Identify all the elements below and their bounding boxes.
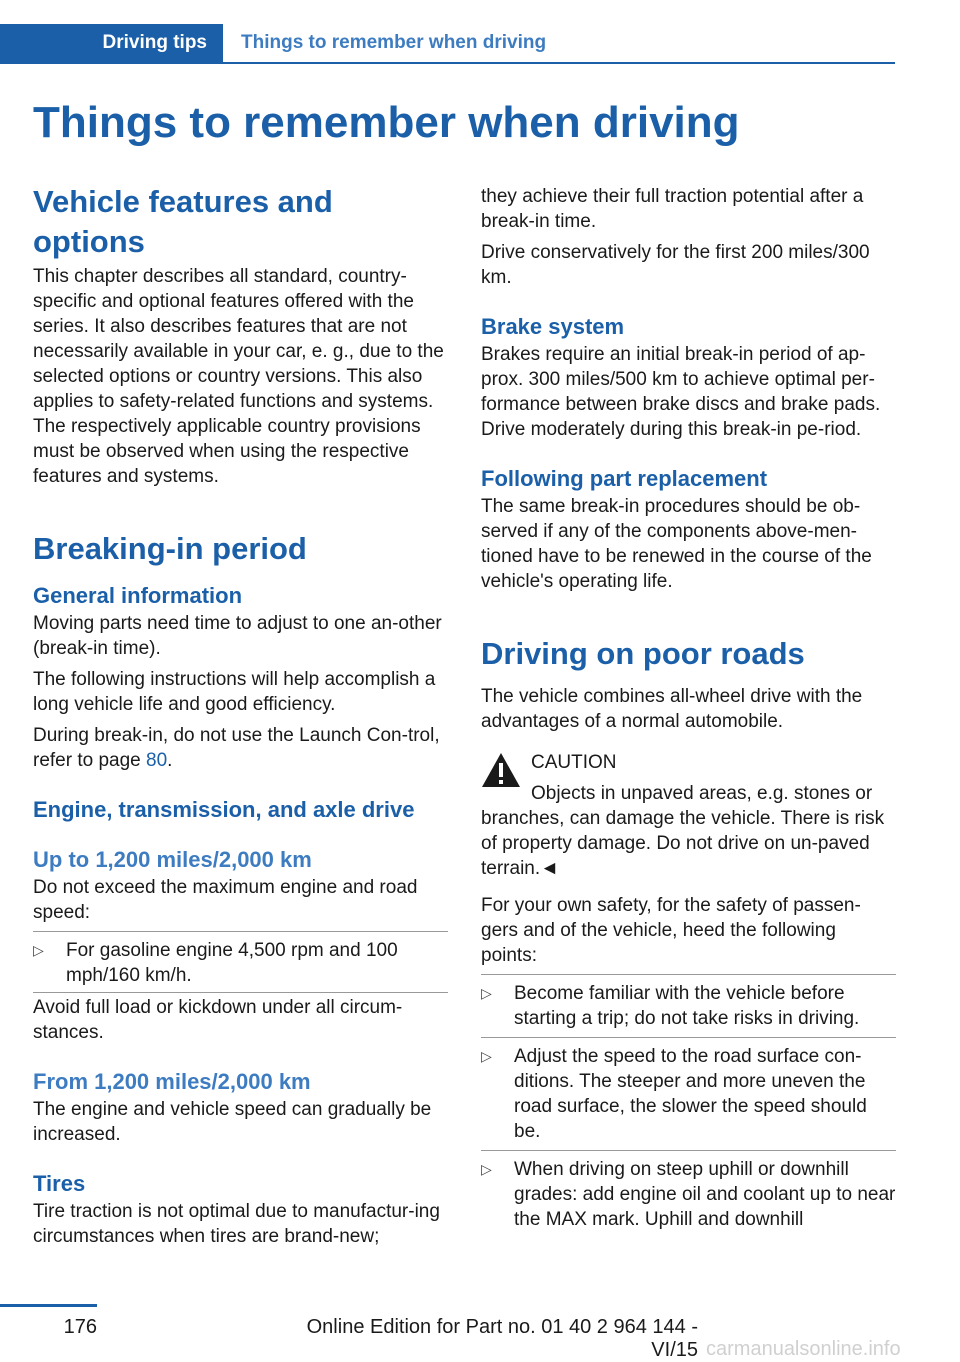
general-info-p1: Moving parts need time to adjust to one an-other (break-in time). (33, 613, 442, 659)
from-heading: From 1,200 miles/2,000 km (33, 1069, 311, 1094)
period-text: . (167, 750, 173, 771)
list-item (481, 1044, 896, 1144)
list-item (481, 1157, 896, 1232)
list-item-text: For gasoline engine 4,500 rpm and 100 mph/160 km/h. (66, 940, 398, 986)
engine-heading: Engine, transmission, and axle drive (33, 797, 415, 822)
list-item (33, 938, 448, 988)
up-to-heading: Up to 1,200 miles/2,000 km (33, 847, 312, 872)
divider (481, 1037, 896, 1038)
page-number: 176 (63, 1316, 97, 1338)
safety-intro: For your own safety, for the safety of passen-gers and of the vehicle, heed the following points: (481, 895, 861, 966)
page-header (0, 24, 895, 64)
from-body: The engine and vehicle speed can gradually be increased. (33, 1099, 432, 1145)
bullet-triangle-icon: ▷ (33, 942, 44, 958)
left-column (33, 182, 448, 1249)
caution-body: branches, can damage the vehicle. There is risk of property damage. Do not drive on un-paved terrain.◄ (481, 808, 885, 879)
drive-conservatively: Drive conservatively for the first 200 miles/300 km. (481, 242, 870, 288)
bullet-triangle-icon: ▷ (481, 985, 492, 1001)
list-item (481, 981, 896, 1031)
general-info-p3 (33, 723, 448, 773)
vehicle-features-body: This chapter describes all standard, country-specific and optional features offered with the series. It also describes features that are not necessarily available in your car, e. g., due to the selected options or country versions. This also applies to safety-related functions and systems. The respectively applicable country provisions must be observed when using the respective features and systems. (33, 266, 444, 487)
tires-heading: Tires (33, 1171, 86, 1196)
bullet-triangle-icon: ▷ (481, 1048, 492, 1064)
list-item-text: Adjust the speed to the road surface con-ditions. The steeper and more uneven the road surface, the slower the speed should be. (514, 1046, 867, 1142)
caution-first-line: Objects in unpaved areas, e.g. stones or (531, 783, 873, 804)
list-item-text: When driving on steep uphill or downhill grades: add engine oil and coolant up to near the MAX mark. Uphill and downhill (514, 1159, 896, 1230)
brake-body: Brakes require an initial break-in period of ap-prox. 300 miles/500 km to achieve optimal per-formance between brake discs and brake pads. Drive moderately during this break-in pe-riod. (481, 344, 881, 440)
caution-box (481, 750, 896, 881)
divider (33, 931, 448, 932)
footer-accent-line (0, 1304, 97, 1307)
header-chapter-tab[interactable]: Things to remember when driving (241, 32, 547, 53)
vehicle-features-heading: Vehicle features and options (33, 184, 333, 259)
poor-roads-body: The vehicle combines all-wheel drive with the advantages of a normal automobile. (481, 686, 863, 732)
tires-body: Tire traction is not optimal due to manufactur-ing circumstances when tires are brand-new; (33, 1201, 440, 1247)
breaking-in-heading: Breaking-in period (33, 531, 307, 566)
header-section-tab[interactable]: Driving tips (0, 24, 223, 62)
right-column (481, 184, 896, 1232)
divider (33, 992, 448, 993)
divider (481, 1150, 896, 1151)
tires-continued: they achieve their full traction potential after a break-in time. (481, 186, 864, 232)
bullet-triangle-icon: ▷ (481, 1161, 492, 1177)
launch-control-text: During break-in, do not use the Launch Con-trol, refer to page (33, 725, 440, 771)
page-title: Things to remember when driving (33, 98, 740, 147)
online-edition-text: Online Edition for Part no. 01 40 2 964 144 - VI/15 (306, 1316, 698, 1361)
brake-heading: Brake system (481, 314, 625, 339)
replacement-body: The same break-in procedures should be ob-served if any of the components above-men-tioned have to be renewed in the course of the vehicle's operating life. (481, 496, 872, 592)
list-item-text: Become familiar with the vehicle before starting a trip; do not take risks in driving. (514, 983, 860, 1029)
general-info-heading: General information (33, 583, 243, 608)
up-to-body: Do not exceed the maximum engine and road speed: (33, 877, 418, 923)
caution-label: CAUTION (531, 752, 617, 773)
watermark: carmanualsonline.info (706, 1338, 901, 1360)
general-info-p2: The following instructions will help accomplish a long vehicle life and good efficiency. (33, 669, 436, 715)
avoid-kickdown-text: Avoid full load or kickdown under all circum-stances. (33, 997, 403, 1043)
poor-roads-heading: Driving on poor roads (481, 636, 805, 671)
page-reference-link[interactable]: 80 (146, 750, 168, 771)
warning-triangle-icon (481, 752, 521, 788)
replacement-heading: Following part replacement (481, 466, 768, 491)
divider (481, 974, 896, 975)
